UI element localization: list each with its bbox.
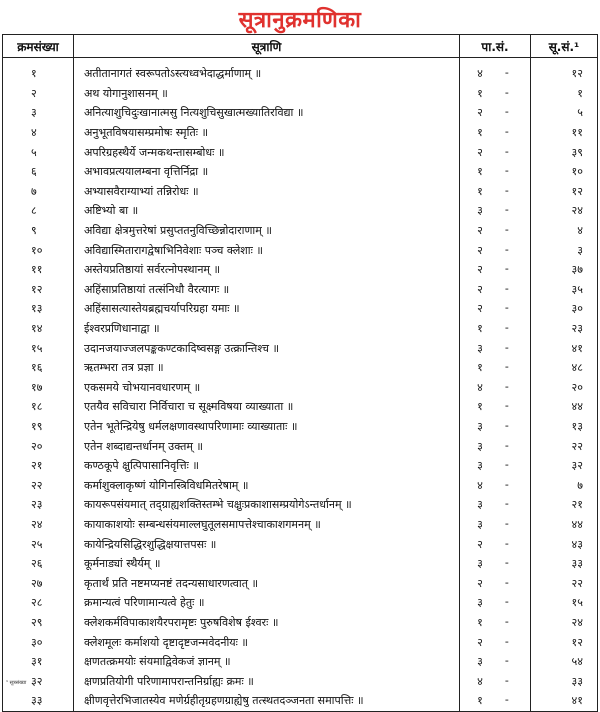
sutra-text: कूर्मनाड्यां स्थैर्यम् ॥ — [74, 554, 460, 574]
sutra-number: ३५ — [531, 280, 598, 300]
sutra-number: ४ — [531, 221, 598, 241]
table-row — [3, 299, 598, 319]
sutra-number: ४४ — [531, 515, 598, 535]
table-row — [3, 378, 598, 398]
sutra-number: २४ — [531, 613, 598, 633]
pada-cell — [460, 142, 531, 162]
header-pada: पा.सं. — [460, 35, 531, 58]
pada-cell — [460, 182, 531, 202]
sutra-number: ३ — [531, 240, 598, 260]
pada-cell — [460, 240, 531, 260]
separator-dash: - — [504, 144, 509, 158]
table-row — [3, 613, 598, 633]
separator-dash: - — [504, 242, 509, 256]
pada-cell — [460, 221, 531, 241]
serial-number: २४ — [3, 515, 74, 535]
sutra-text: क्रमान्यत्वं परिणामान्यत्वे हेतुः ॥ — [74, 593, 460, 613]
sutra-number: ३२ — [531, 456, 598, 476]
pada-number: ३ — [477, 439, 483, 453]
serial-number: २९ — [3, 613, 74, 633]
pada-number: २ — [477, 537, 483, 551]
separator-dash: - — [504, 66, 509, 80]
table-row — [3, 573, 598, 593]
pada-cell — [460, 84, 531, 104]
pada-number: २ — [477, 145, 483, 159]
serial-number: १८ — [3, 397, 74, 417]
pada-number: ४ — [477, 674, 483, 688]
separator-dash: - — [504, 536, 509, 550]
separator-dash: - — [504, 105, 509, 119]
separator-dash: - — [504, 418, 509, 432]
pada-cell — [460, 103, 531, 123]
serial-number: १४ — [3, 319, 74, 339]
sutra-number: २१ — [531, 495, 598, 515]
pada-number: ३ — [477, 655, 483, 669]
sutra-number: १५ — [531, 593, 598, 613]
sutra-number: २३ — [531, 319, 598, 339]
header-serial: क्रमसंख्या — [3, 35, 74, 58]
pada-number: २ — [477, 635, 483, 649]
sutra-number: ४४ — [531, 397, 598, 417]
header-sutra: सूत्राणि — [74, 35, 460, 58]
separator-dash: - — [504, 458, 509, 472]
sutra-number: ४१ — [531, 338, 598, 358]
table-row — [3, 691, 598, 711]
pada-number: ४ — [477, 478, 483, 492]
table-header-row — [3, 35, 598, 58]
pada-number: २ — [477, 106, 483, 120]
sutra-number: ११ — [531, 123, 598, 143]
sutra-number: ३७ — [531, 260, 598, 280]
table-row — [3, 338, 598, 358]
separator-dash: - — [504, 556, 509, 570]
sutra-number: ५४ — [531, 652, 598, 672]
pada-cell — [460, 593, 531, 613]
sutra-text: अपरिग्रहस्थैर्ये जन्मकथन्तासम्बोधः ॥ — [74, 142, 460, 162]
serial-number: २० — [3, 436, 74, 456]
sutra-text: अहिंसाप्रतिष्ठायां तत्संनिधौ वैरत्यागः ॥ — [74, 280, 460, 300]
serial-number: ३३ — [3, 691, 74, 711]
sutra-text: कर्माशुक्लाकृष्णं योगिनस्त्रिविधमितरेषाम् ॥ — [74, 475, 460, 495]
serial-number: २६ — [3, 554, 74, 574]
sutra-text: क्षीणवृत्तेरभिजातस्येव मणेर्ग्रहीतृग्रहणग्राह्येषु तत्स्थतदञ्जनता समापत्तिः ॥ — [74, 691, 460, 711]
table-row — [3, 417, 598, 437]
separator-dash: - — [504, 321, 509, 335]
separator-dash: - — [504, 203, 509, 217]
serial-number: ९ — [3, 221, 74, 241]
serial-number: १० — [3, 240, 74, 260]
sutra-text: अभावप्रत्ययालम्बना वृत्तिर्निद्रा ॥ — [74, 162, 460, 182]
sutra-text: क्षणतत्क्रमयोः संयमाद्विवेकजं ज्ञानम् ॥ — [74, 652, 460, 672]
pada-cell — [460, 162, 531, 182]
pada-number: १ — [477, 694, 483, 708]
table-row — [3, 84, 598, 104]
sutra-text: अविद्या क्षेत्रमुत्तरेषां प्रसुप्ततनुविच्छिन्नोदाराणाम् ॥ — [74, 221, 460, 241]
serial-number: ८ — [3, 201, 74, 221]
sutra-text: अतीतानागतं स्वरूपतोऽस्त्यध्वभेदाद्धर्माणाम् ॥ — [74, 58, 460, 84]
table-row — [3, 632, 598, 652]
separator-dash: - — [504, 654, 509, 668]
sutra-text: कण्ठकूपे क्षुत्पिपासानिवृत्तिः ॥ — [74, 456, 460, 476]
table-row — [3, 240, 598, 260]
sutra-number: १० — [531, 162, 598, 182]
serial-number: २१ — [3, 456, 74, 476]
table-row — [3, 593, 598, 613]
separator-dash: - — [504, 125, 509, 139]
pada-number: १ — [477, 322, 483, 336]
pada-cell — [460, 554, 531, 574]
pada-cell — [460, 280, 531, 300]
pada-number: ३ — [477, 419, 483, 433]
sutra-text: एतेन शब्दाद्यन्तर्धानम् उक्तम् ॥ — [74, 436, 460, 456]
separator-dash: - — [504, 183, 509, 197]
table-row — [3, 319, 598, 339]
pada-number: २ — [477, 263, 483, 277]
pada-cell — [460, 397, 531, 417]
serial-number: २८ — [3, 593, 74, 613]
pada-number: १ — [477, 400, 483, 414]
pada-number: १ — [477, 86, 483, 100]
serial-number: २ — [3, 84, 74, 104]
footnote: ¹ सूत्रसंख्या — [6, 680, 27, 686]
sutra-text: अनुभूतविषयासम्प्रमोषः स्मृतिः ॥ — [74, 123, 460, 143]
table-row — [3, 436, 598, 456]
sutra-text: अनित्याशुचिदुःखानात्मसु नित्यशुचिसुखात्मख्यातिरविद्या ॥ — [74, 103, 460, 123]
separator-dash: - — [504, 262, 509, 276]
pada-number: ३ — [477, 517, 483, 531]
table-row — [3, 58, 598, 84]
table-row — [3, 142, 598, 162]
separator-dash: - — [504, 379, 509, 393]
separator-dash: - — [504, 301, 509, 315]
serial-number: १५ — [3, 338, 74, 358]
pada-number: २ — [477, 302, 483, 316]
pada-number: ३ — [477, 204, 483, 218]
separator-dash: - — [504, 497, 509, 511]
serial-number: ६ — [3, 162, 74, 182]
sutra-text: कायाकाशयोः सम्बन्धसंयमाल्लघुतूलसमापत्तेश्चाकाशगमनम् ॥ — [74, 515, 460, 535]
pada-number: १ — [477, 165, 483, 179]
pada-cell — [460, 260, 531, 280]
separator-dash: - — [504, 575, 509, 589]
pada-cell — [460, 58, 531, 84]
table-row — [3, 182, 598, 202]
pada-cell — [460, 456, 531, 476]
table-row — [3, 652, 598, 672]
sutra-number: ४१ — [531, 691, 598, 711]
pada-number: ३ — [477, 498, 483, 512]
separator-dash: - — [504, 360, 509, 374]
pada-cell — [460, 378, 531, 398]
sutra-number: २२ — [531, 436, 598, 456]
sutra-text: उदानजयाज्जलपङ्ककण्टकादिष्वसङ्ग उत्क्रान्तिश्च ॥ — [74, 338, 460, 358]
separator-dash: - — [504, 595, 509, 609]
sutra-text: अभ्यासवैराग्याभ्यां तन्निरोधः ॥ — [74, 182, 460, 202]
table-row — [3, 103, 598, 123]
serial-number: ४ — [3, 123, 74, 143]
serial-number: ३० — [3, 632, 74, 652]
sutra-text: कृतार्थं प्रति नष्टमप्यनष्टं तदन्यसाधारणत्वात् ॥ — [74, 573, 460, 593]
separator-dash: - — [504, 340, 509, 354]
sutra-index-table — [2, 34, 598, 712]
pada-cell — [460, 573, 531, 593]
pada-cell — [460, 534, 531, 554]
pada-cell — [460, 652, 531, 672]
sutra-text: ईश्वरप्रणिधानाद्वा ॥ — [74, 319, 460, 339]
sutra-number: ३९ — [531, 142, 598, 162]
pada-number: १ — [477, 126, 483, 140]
page-title: सूत्रानुक्रमणिका — [238, 8, 362, 33]
serial-number: १३ — [3, 299, 74, 319]
serial-number: १६ — [3, 358, 74, 378]
pada-number: २ — [477, 576, 483, 590]
sutra-text: अहिंसासत्यास्तेयब्रह्मचर्यापरिग्रहा यमाः ॥ — [74, 299, 460, 319]
pada-cell — [460, 123, 531, 143]
table-row — [3, 260, 598, 280]
sutra-text: अष्टिभ्यो बा ॥ — [74, 201, 460, 221]
sutra-number: २४ — [531, 201, 598, 221]
serial-number: १७ — [3, 378, 74, 398]
pada-cell — [460, 515, 531, 535]
pada-number: ४ — [477, 380, 483, 394]
sutra-number: ३० — [531, 299, 598, 319]
sutra-text: अथ योगानुशासनम् ॥ — [74, 84, 460, 104]
sutra-text: कायेन्द्रियसिद्धिरशुद्धिक्षयात्तपसः ॥ — [74, 534, 460, 554]
sutra-text: कायरूपसंयमात् तद्ग्राह्यशक्तिस्तम्भे चक्षुःप्रकाशासम्प्रयोगेऽन्तर्धानम् ॥ — [74, 495, 460, 515]
separator-dash: - — [504, 477, 509, 491]
table-row — [3, 162, 598, 182]
table-row — [3, 201, 598, 221]
pada-cell — [460, 358, 531, 378]
serial-number: १९ — [3, 417, 74, 437]
table-row — [3, 515, 598, 535]
separator-dash: - — [504, 399, 509, 413]
header-sutra-no: सू.सं.¹ — [531, 35, 598, 58]
serial-number: ११ — [3, 260, 74, 280]
table-row — [3, 456, 598, 476]
sutra-text: ऋतम्भरा तत्र प्रज्ञा ॥ — [74, 358, 460, 378]
sutra-number: ४३ — [531, 534, 598, 554]
sutra-number: ३३ — [531, 554, 598, 574]
pada-number: १ — [477, 184, 483, 198]
pada-cell — [460, 691, 531, 711]
sutra-number: १२ — [531, 632, 598, 652]
table-row — [3, 397, 598, 417]
sutra-number: १२ — [531, 58, 598, 84]
sutra-number: १२ — [531, 182, 598, 202]
pada-number: ३ — [477, 596, 483, 610]
sutra-number: ४८ — [531, 358, 598, 378]
pada-cell — [460, 201, 531, 221]
separator-dash: - — [504, 634, 509, 648]
pada-number: २ — [477, 282, 483, 296]
table-row — [3, 280, 598, 300]
serial-number: ३ — [3, 103, 74, 123]
sutra-number: ७ — [531, 475, 598, 495]
pada-number: ३ — [477, 341, 483, 355]
table-row — [3, 671, 598, 691]
pada-cell — [460, 417, 531, 437]
separator-dash: - — [504, 614, 509, 628]
serial-number: १ — [3, 58, 74, 84]
pada-cell — [460, 671, 531, 691]
serial-number: ७ — [3, 182, 74, 202]
sutra-number: ३३ — [531, 671, 598, 691]
separator-dash: - — [504, 693, 509, 707]
pada-number: ३ — [477, 459, 483, 473]
pada-cell — [460, 338, 531, 358]
table-row — [3, 495, 598, 515]
separator-dash: - — [504, 164, 509, 178]
pada-cell — [460, 436, 531, 456]
separator-dash: - — [504, 673, 509, 687]
pada-number: २ — [477, 224, 483, 238]
table-row — [3, 534, 598, 554]
serial-number: १२ — [3, 280, 74, 300]
separator-dash: - — [504, 438, 509, 452]
separator-dash: - — [504, 516, 509, 530]
pada-number: २ — [477, 243, 483, 257]
pada-number: १ — [477, 615, 483, 629]
separator-dash: - — [504, 85, 509, 99]
sutra-text: क्षणप्रतियोगी परिणामापरान्तनिर्ग्राह्यः क्रमः ॥ — [74, 671, 460, 691]
table-row — [3, 475, 598, 495]
separator-dash: - — [504, 223, 509, 237]
serial-number: २३ — [3, 495, 74, 515]
pada-number: ३ — [477, 557, 483, 571]
table-row — [3, 358, 598, 378]
sutra-text: अविद्यास्मितारागद्वेषाभिनिवेशाः पञ्च क्लेशाः ॥ — [74, 240, 460, 260]
pada-cell — [460, 299, 531, 319]
pada-number: ४ — [477, 67, 483, 81]
pada-cell — [460, 613, 531, 633]
sutra-text: क्लेशकर्मविपाकाशयैरपरामृष्टः पुरुषविशेष ईश्वरः ॥ — [74, 613, 460, 633]
sutra-text: एतेन भूतेन्द्रियेषु धर्मलक्षणावस्थापरिणामाः व्याख्याताः ॥ — [74, 417, 460, 437]
sutra-text: एतयैव सविचारा निर्विचारा च सूक्ष्मविषया व्याख्याता ॥ — [74, 397, 460, 417]
sutra-number: १ — [531, 84, 598, 104]
serial-number: ५ — [3, 142, 74, 162]
pada-cell — [460, 319, 531, 339]
pada-cell — [460, 475, 531, 495]
table-row — [3, 221, 598, 241]
sutra-number: ५ — [531, 103, 598, 123]
pada-number: १ — [477, 361, 483, 375]
sutra-text: अस्तेयप्रतिष्ठायां सर्वरत्नोपस्थानम् ॥ — [74, 260, 460, 280]
separator-dash: - — [504, 281, 509, 295]
table-body — [3, 58, 598, 712]
sutra-text: क्लेशमूलः कर्माशयो दृष्टादृष्टजन्मवेदनीयः ॥ — [74, 632, 460, 652]
serial-number: २२ — [3, 475, 74, 495]
sutra-number: २० — [531, 378, 598, 398]
serial-number: २५ — [3, 534, 74, 554]
serial-number: ३२ — [3, 671, 74, 691]
pada-cell — [460, 495, 531, 515]
serial-number: ३१ — [3, 652, 74, 672]
sutra-text: एकसमये चोभयानवधारणम् ॥ — [74, 378, 460, 398]
table-row — [3, 554, 598, 574]
table-row — [3, 123, 598, 143]
sutra-number: २२ — [531, 573, 598, 593]
serial-number: २७ — [3, 573, 74, 593]
sutra-number: १३ — [531, 417, 598, 437]
pada-cell — [460, 632, 531, 652]
